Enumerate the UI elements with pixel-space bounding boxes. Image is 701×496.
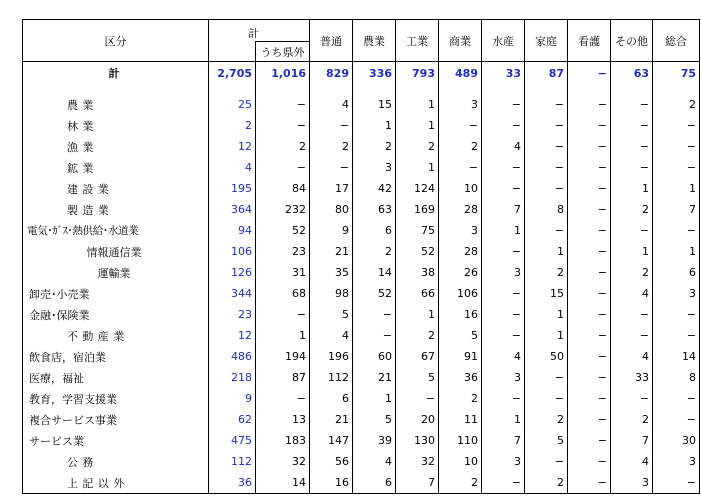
- table-row: [23, 157, 700, 178]
- row-value-7: 2: [611, 199, 653, 220]
- row-value-1: 1: [353, 115, 396, 136]
- row-value-0: 21: [310, 409, 353, 430]
- row-value-3: 110: [439, 430, 482, 451]
- row-value-7: −: [611, 304, 653, 325]
- row-value-1: 63: [353, 199, 396, 220]
- row-value-2: 75: [396, 220, 439, 241]
- row-value-3: 36: [439, 367, 482, 388]
- row-label: 教育，学習支援業: [23, 388, 209, 409]
- row-out-of-prefecture: 84: [256, 178, 310, 199]
- row-value-4: 4: [482, 136, 525, 157]
- row-value-0: 80: [310, 199, 353, 220]
- row-value-8: −: [653, 409, 700, 430]
- row-value-6: −: [568, 178, 611, 199]
- row-value-8: −: [653, 220, 700, 241]
- row-total: 106: [209, 241, 256, 262]
- row-value-3: 26: [439, 262, 482, 283]
- row-value-0: −: [310, 115, 353, 136]
- row-value-1: 60: [353, 346, 396, 367]
- row-value-5: −: [525, 94, 568, 115]
- row-value-0: 2: [310, 136, 353, 157]
- row-value-3: 16: [439, 304, 482, 325]
- row-value-7: 3: [611, 472, 653, 494]
- table-row: [23, 136, 700, 157]
- total-row: [23, 62, 700, 85]
- row-value-6: −: [568, 157, 611, 178]
- row-value-4: −: [482, 304, 525, 325]
- row-value-6: −: [568, 199, 611, 220]
- row-value-7: 4: [611, 283, 653, 304]
- row-label: 情報通信業: [23, 241, 209, 262]
- row-value-0: 35: [310, 262, 353, 283]
- row-value-0: 196: [310, 346, 353, 367]
- total-row-total: 2,705: [209, 62, 256, 85]
- table-row: [23, 325, 700, 346]
- row-value-0: 17: [310, 178, 353, 199]
- row-value-3: 2: [439, 388, 482, 409]
- row-value-1: 3: [353, 157, 396, 178]
- row-value-2: 38: [396, 262, 439, 283]
- row-value-2: 169: [396, 199, 439, 220]
- row-value-4: 7: [482, 430, 525, 451]
- col-header-5: 家庭: [525, 20, 568, 62]
- row-value-1: 2: [353, 136, 396, 157]
- row-value-8: 6: [653, 262, 700, 283]
- row-value-6: −: [568, 451, 611, 472]
- row-total: 12: [209, 136, 256, 157]
- row-label: サービス業: [23, 430, 209, 451]
- row-value-1: 14: [353, 262, 396, 283]
- row-value-4: −: [482, 241, 525, 262]
- row-value-8: 8: [653, 367, 700, 388]
- row-value-6: −: [568, 346, 611, 367]
- row-value-5: −: [525, 157, 568, 178]
- row-value-0: 4: [310, 94, 353, 115]
- row-value-8: −: [653, 388, 700, 409]
- row-value-7: −: [611, 388, 653, 409]
- row-value-3: 10: [439, 178, 482, 199]
- row-value-8: 2: [653, 94, 700, 115]
- row-value-5: −: [525, 367, 568, 388]
- row-value-2: 20: [396, 409, 439, 430]
- row-value-3: 28: [439, 241, 482, 262]
- employment-by-industry-table: [22, 19, 700, 494]
- table-row: [23, 115, 700, 136]
- row-value-5: −: [525, 451, 568, 472]
- row-value-1: 1: [353, 388, 396, 409]
- row-value-6: −: [568, 94, 611, 115]
- row-value-1: 21: [353, 367, 396, 388]
- row-value-0: 112: [310, 367, 353, 388]
- row-value-6: −: [568, 409, 611, 430]
- table-row: [23, 472, 700, 494]
- total-row-label: 計: [23, 62, 209, 85]
- row-value-1: −: [353, 325, 396, 346]
- row-label: 農業: [23, 94, 209, 115]
- row-value-8: 1: [653, 241, 700, 262]
- col-header-6: 看護: [568, 20, 611, 62]
- row-value-7: −: [611, 325, 653, 346]
- table-row: [23, 451, 700, 472]
- row-value-3: 3: [439, 220, 482, 241]
- row-value-6: −: [568, 136, 611, 157]
- row-value-3: 11: [439, 409, 482, 430]
- row-value-3: 91: [439, 346, 482, 367]
- table-row: [23, 409, 700, 430]
- row-value-2: 67: [396, 346, 439, 367]
- row-out-of-prefecture: 23: [256, 241, 310, 262]
- row-value-2: 7: [396, 472, 439, 494]
- row-total: 364: [209, 199, 256, 220]
- table-body: [23, 62, 700, 494]
- row-value-4: −: [482, 115, 525, 136]
- row-value-2: 1: [396, 304, 439, 325]
- row-value-8: 1: [653, 178, 700, 199]
- col-header-4: 水産: [482, 20, 525, 62]
- row-value-2: 2: [396, 325, 439, 346]
- total-row-value-4: 33: [482, 62, 525, 85]
- row-out-of-prefecture: 68: [256, 283, 310, 304]
- table-row: [23, 220, 700, 241]
- row-value-5: 8: [525, 199, 568, 220]
- row-value-5: 50: [525, 346, 568, 367]
- col-header-0: 普通: [310, 20, 353, 62]
- row-out-of-prefecture: 31: [256, 262, 310, 283]
- total-row-value-1: 336: [353, 62, 396, 85]
- row-label: 上記以外: [23, 472, 209, 494]
- row-value-5: 5: [525, 430, 568, 451]
- row-value-7: 7: [611, 430, 653, 451]
- row-label: 電気･ｶﾞｽ･熱供給･水道業: [23, 220, 209, 241]
- row-value-0: 5: [310, 304, 353, 325]
- row-value-4: −: [482, 325, 525, 346]
- row-value-5: 2: [525, 472, 568, 494]
- row-value-3: −: [439, 157, 482, 178]
- row-value-6: −: [568, 262, 611, 283]
- table-row: [23, 283, 700, 304]
- row-value-4: 7: [482, 199, 525, 220]
- row-value-6: −: [568, 115, 611, 136]
- row-value-2: 1: [396, 94, 439, 115]
- row-label: 複合サービス事業: [23, 409, 209, 430]
- row-value-0: 9: [310, 220, 353, 241]
- row-value-1: 52: [353, 283, 396, 304]
- row-total: 9: [209, 388, 256, 409]
- row-value-5: 1: [525, 304, 568, 325]
- row-label: 医療，福祉: [23, 367, 209, 388]
- row-value-0: 98: [310, 283, 353, 304]
- row-out-of-prefecture: 232: [256, 199, 310, 220]
- row-value-8: −: [653, 325, 700, 346]
- row-value-6: −: [568, 388, 611, 409]
- row-total: 475: [209, 430, 256, 451]
- row-value-5: 15: [525, 283, 568, 304]
- col-header-8: 総合: [653, 20, 700, 62]
- row-value-8: 30: [653, 430, 700, 451]
- row-value-2: 32: [396, 451, 439, 472]
- row-out-of-prefecture: −: [256, 304, 310, 325]
- row-value-7: 1: [611, 241, 653, 262]
- row-value-0: 21: [310, 241, 353, 262]
- table-row: [23, 367, 700, 388]
- total-row-value-8: 75: [653, 62, 700, 85]
- table-row: [23, 304, 700, 325]
- row-out-of-prefecture: 194: [256, 346, 310, 367]
- row-value-4: −: [482, 472, 525, 494]
- row-value-3: 10: [439, 451, 482, 472]
- row-value-2: 5: [396, 367, 439, 388]
- row-label: 金融･保険業: [23, 304, 209, 325]
- row-value-1: 6: [353, 220, 396, 241]
- row-total: 2: [209, 115, 256, 136]
- row-value-2: 1: [396, 115, 439, 136]
- row-label: 建設業: [23, 178, 209, 199]
- row-label: 不動産業: [23, 325, 209, 346]
- row-value-7: 4: [611, 451, 653, 472]
- row-value-4: 1: [482, 409, 525, 430]
- row-value-0: 6: [310, 388, 353, 409]
- row-value-7: −: [611, 94, 653, 115]
- row-total: 126: [209, 262, 256, 283]
- row-out-of-prefecture: −: [256, 157, 310, 178]
- row-value-7: −: [611, 136, 653, 157]
- row-value-7: 2: [611, 409, 653, 430]
- table-row: [23, 241, 700, 262]
- row-value-4: −: [482, 157, 525, 178]
- row-value-8: −: [653, 115, 700, 136]
- row-value-8: 7: [653, 199, 700, 220]
- row-out-of-prefecture: −: [256, 115, 310, 136]
- row-value-6: −: [568, 283, 611, 304]
- row-value-6: −: [568, 304, 611, 325]
- col-header-2: 工業: [396, 20, 439, 62]
- row-value-2: 1: [396, 157, 439, 178]
- total-header-spacer: [209, 42, 256, 62]
- table-row: [23, 346, 700, 367]
- row-value-6: −: [568, 430, 611, 451]
- category-header: 区分: [23, 20, 209, 62]
- table-row: [23, 262, 700, 283]
- row-value-8: 3: [653, 451, 700, 472]
- row-value-5: −: [525, 220, 568, 241]
- row-total: 12: [209, 325, 256, 346]
- row-out-of-prefecture: 52: [256, 220, 310, 241]
- table-row: [23, 94, 700, 115]
- row-total: 23: [209, 304, 256, 325]
- row-total: 25: [209, 94, 256, 115]
- row-value-1: 39: [353, 430, 396, 451]
- row-value-0: 56: [310, 451, 353, 472]
- row-value-2: 52: [396, 241, 439, 262]
- row-total: 36: [209, 472, 256, 494]
- row-value-8: −: [653, 157, 700, 178]
- row-value-0: 147: [310, 430, 353, 451]
- row-value-5: 2: [525, 262, 568, 283]
- row-total: 94: [209, 220, 256, 241]
- row-total: 344: [209, 283, 256, 304]
- row-value-2: 66: [396, 283, 439, 304]
- row-value-7: −: [611, 115, 653, 136]
- row-total: 4: [209, 157, 256, 178]
- row-out-of-prefecture: 87: [256, 367, 310, 388]
- row-value-6: −: [568, 220, 611, 241]
- total-row-value-5: 87: [525, 62, 568, 85]
- row-value-2: −: [396, 388, 439, 409]
- row-value-1: 5: [353, 409, 396, 430]
- row-value-7: −: [611, 220, 653, 241]
- row-value-3: 3: [439, 94, 482, 115]
- total-row-value-3: 489: [439, 62, 482, 85]
- row-value-5: −: [525, 136, 568, 157]
- row-value-4: −: [482, 178, 525, 199]
- row-value-5: 2: [525, 409, 568, 430]
- row-value-3: 2: [439, 136, 482, 157]
- table-row: [23, 178, 700, 199]
- table-row: [23, 430, 700, 451]
- row-value-3: 5: [439, 325, 482, 346]
- col-header-1: 農業: [353, 20, 396, 62]
- row-value-4: 4: [482, 346, 525, 367]
- row-out-of-prefecture: 183: [256, 430, 310, 451]
- row-value-6: −: [568, 472, 611, 494]
- total-row-value-0: 829: [310, 62, 353, 85]
- row-value-1: 42: [353, 178, 396, 199]
- row-value-3: 2: [439, 472, 482, 494]
- row-value-4: −: [482, 388, 525, 409]
- row-out-of-prefecture: −: [256, 388, 310, 409]
- row-value-7: 1: [611, 178, 653, 199]
- row-value-4: 1: [482, 220, 525, 241]
- row-label: 漁業: [23, 136, 209, 157]
- row-total: 62: [209, 409, 256, 430]
- row-value-1: −: [353, 304, 396, 325]
- row-label: 運輸業: [23, 262, 209, 283]
- row-value-7: 2: [611, 262, 653, 283]
- row-value-4: 3: [482, 367, 525, 388]
- row-out-of-prefecture: 1: [256, 325, 310, 346]
- row-value-6: −: [568, 367, 611, 388]
- row-value-5: −: [525, 115, 568, 136]
- total-header: 計: [209, 20, 310, 42]
- row-value-5: −: [525, 388, 568, 409]
- spacer-row: [23, 84, 700, 94]
- row-value-8: 3: [653, 283, 700, 304]
- row-label: 公務: [23, 451, 209, 472]
- row-value-2: 124: [396, 178, 439, 199]
- row-value-4: −: [482, 283, 525, 304]
- row-value-2: 130: [396, 430, 439, 451]
- total-row-value-7: 63: [611, 62, 653, 85]
- row-value-8: −: [653, 472, 700, 494]
- row-value-4: −: [482, 94, 525, 115]
- row-label: 製造業: [23, 199, 209, 220]
- row-out-of-prefecture: 32: [256, 451, 310, 472]
- row-value-6: −: [568, 325, 611, 346]
- row-value-3: 106: [439, 283, 482, 304]
- row-total: 112: [209, 451, 256, 472]
- row-value-0: −: [310, 157, 353, 178]
- row-value-8: 14: [653, 346, 700, 367]
- row-value-5: 1: [525, 325, 568, 346]
- row-out-of-prefecture: −: [256, 94, 310, 115]
- table-row: [23, 388, 700, 409]
- row-total: 218: [209, 367, 256, 388]
- total-row-out-of-prefecture: 1,016: [256, 62, 310, 85]
- row-value-4: 3: [482, 451, 525, 472]
- row-total: 195: [209, 178, 256, 199]
- row-label: 飲食店，宿泊業: [23, 346, 209, 367]
- row-label: 林業: [23, 115, 209, 136]
- row-label: 卸売･小売業: [23, 283, 209, 304]
- row-value-4: 3: [482, 262, 525, 283]
- row-value-3: 28: [439, 199, 482, 220]
- row-value-1: 2: [353, 241, 396, 262]
- row-value-2: 2: [396, 136, 439, 157]
- row-out-of-prefecture: 14: [256, 472, 310, 494]
- row-total: 486: [209, 346, 256, 367]
- total-row-value-6: −: [568, 62, 611, 85]
- row-value-7: −: [611, 157, 653, 178]
- row-out-of-prefecture: 2: [256, 136, 310, 157]
- row-value-7: 33: [611, 367, 653, 388]
- row-value-1: 15: [353, 94, 396, 115]
- row-value-8: −: [653, 304, 700, 325]
- row-label: 鉱業: [23, 157, 209, 178]
- col-header-7: その他: [611, 20, 653, 62]
- row-value-0: 16: [310, 472, 353, 494]
- row-value-5: 1: [525, 241, 568, 262]
- col-header-3: 商業: [439, 20, 482, 62]
- row-out-of-prefecture: 13: [256, 409, 310, 430]
- row-value-1: 4: [353, 451, 396, 472]
- row-value-1: 6: [353, 472, 396, 494]
- row-value-8: −: [653, 136, 700, 157]
- out-of-prefecture-header: うち県外: [256, 42, 310, 62]
- table-row: [23, 199, 700, 220]
- row-value-3: −: [439, 115, 482, 136]
- row-value-6: −: [568, 241, 611, 262]
- row-value-7: 4: [611, 346, 653, 367]
- row-value-0: 4: [310, 325, 353, 346]
- row-value-5: −: [525, 178, 568, 199]
- total-row-value-2: 793: [396, 62, 439, 85]
